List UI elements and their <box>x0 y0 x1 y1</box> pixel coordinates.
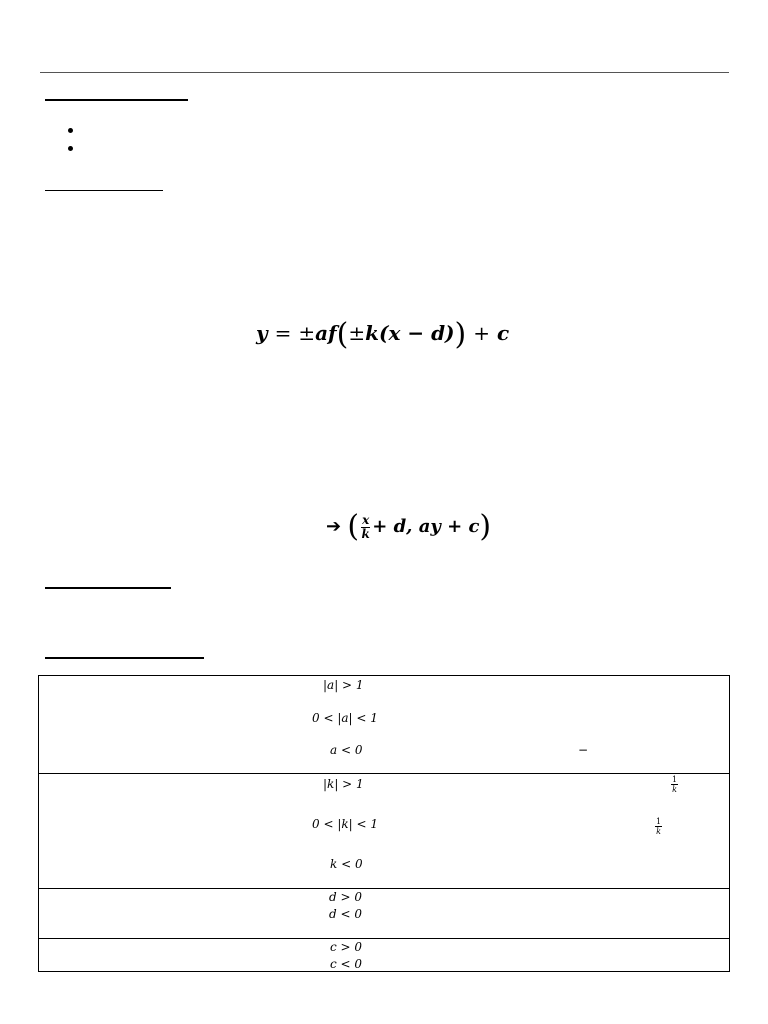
eq-c: c <box>496 321 510 345</box>
map-frac-den: k <box>361 526 370 541</box>
recip1-num: 1 <box>672 775 678 784</box>
eq-k: k <box>365 321 379 345</box>
table-cell-k-neg: k < 0 <box>330 857 363 871</box>
map-paren-open: ( <box>347 509 360 544</box>
map-paren-close: ) <box>479 509 492 544</box>
table-cell-a-between: 0 < |a| < 1 <box>312 711 378 725</box>
table-cell-k-between: 0 < |k| < 1 <box>312 817 378 831</box>
arrow-icon: ➔ <box>326 516 342 537</box>
general-form-equation <box>256 317 510 352</box>
table-cell-a-neg: a < 0 <box>330 743 363 757</box>
eq-pm-1: ± <box>298 321 316 345</box>
transformations-table <box>38 675 730 972</box>
eq-inner: (x − d) <box>379 321 455 345</box>
table-cell-a-gt-1: |a| > 1 <box>323 678 364 692</box>
bullet-1 <box>68 128 73 133</box>
table-cell-c-pos: c > 0 <box>330 940 363 954</box>
map-rest: + d, ay + c <box>372 516 480 537</box>
table-row-divider-2 <box>38 888 730 889</box>
heading-underline-3 <box>45 587 171 589</box>
table-row-divider-3 <box>38 938 730 939</box>
eq-plus: + <box>473 321 490 345</box>
bullet-2 <box>68 146 73 151</box>
heading-underline-4 <box>45 657 204 659</box>
minus-sign: − <box>578 743 589 757</box>
eq-paren-close: ) <box>454 317 467 352</box>
heading-underline-2 <box>45 190 163 191</box>
recip2-num: 1 <box>656 817 662 826</box>
heading-underline-1 <box>45 99 188 101</box>
header-rule <box>40 72 729 73</box>
reciprocal-k-1 <box>671 775 678 794</box>
eq-paren-open: ( <box>336 317 349 352</box>
table-cell-k-gt-1: |k| > 1 <box>323 777 364 791</box>
recip2-den: k <box>656 827 661 836</box>
map-frac-num: x <box>362 512 370 527</box>
map-fraction <box>361 514 370 541</box>
eq-af: af <box>315 321 337 345</box>
table-cell-c-neg: c < 0 <box>330 957 363 971</box>
eq-pm-2: ± <box>348 321 366 345</box>
recip1-den: k <box>672 785 677 794</box>
eq-equals: = <box>274 321 292 345</box>
reciprocal-k-2 <box>655 817 662 836</box>
table-cell-d-neg: d < 0 <box>329 907 362 921</box>
mapping-rule <box>326 509 492 544</box>
table-row-divider-1 <box>38 773 730 774</box>
eq-y: y <box>256 321 268 345</box>
table-cell-d-pos: d > 0 <box>329 890 362 904</box>
